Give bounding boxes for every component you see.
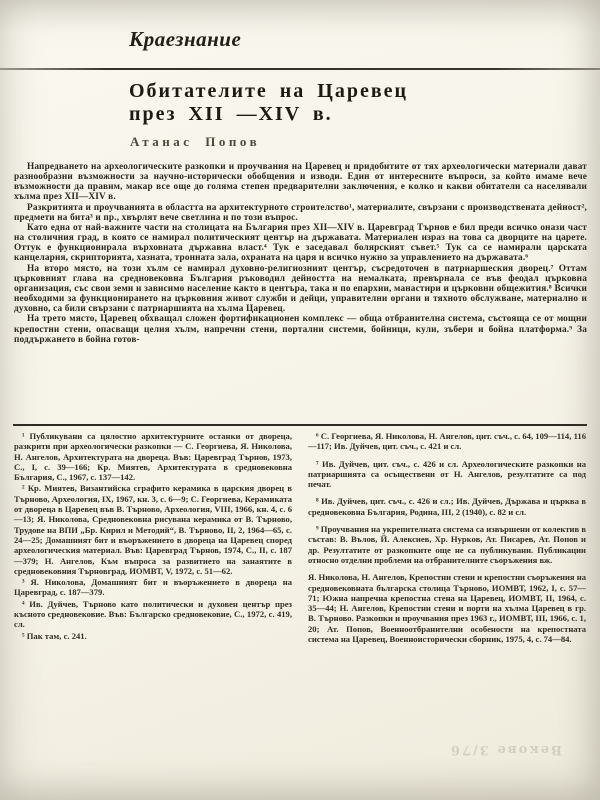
article-title-line2: през XII —XIV в. bbox=[129, 103, 333, 125]
body-paragraph-3: Като една от най-важните части на столицата на България през XII—XIV в. Царевград Търнов е бил преди всичко онази част на столичния град, в която се намирал политическият център на държавата. Материален израз на това са дворците на царете. Оттук е функционирала върховната държавна власт.⁴ Тук е заседавал болярският съвет.⁵ Тук са се намирали царската канцелария, скрипторията, хазната, тронната зала, охраната на царя и всичко нужно за управлението на държавата.⁶ bbox=[14, 222, 587, 264]
footnote-6: ⁶ С. Георгиева, Я. Николова, Н. Ангелов, цит. съч., с. 64, 109—114, 116—117; Ив. Дуйчев, цит. съч., с. 421 и сл. bbox=[308, 431, 586, 452]
footnotes-section bbox=[14, 431, 587, 645]
footnote-9: ⁹ Проучвания на укрепителната система са извършени от колектив в състав: В. Вълов, Й. Алексиев, Хр. Нурков, Ат. Писарев, Ат. Попов и др. Резултатите от разкопките още не са публикувани. Публикации относно отделни проблеми на отбранителните съоръжения вж. bbox=[308, 524, 586, 565]
article-title-line1: Обитателите на Царевец bbox=[129, 80, 409, 102]
footnote-9-continued: Я. Николова, Н. Ангелов, Крепостни стени и крепостни съоръжения на средновековната българска столица Търново, ИОМВТ, 1962, I, с. 57—71; Южна напречна крепостна стена на Царевец, ИОМВТ, II, 1964, с. 35—44; Н. Ангелов, Крепостни стени и порти на хълма Царевец в гр. В. Търново. Разкопки и проучвания през 1963 г., ИОМВТ, III, 1966, с. 1, 20; Ат. Попов, Военноотбранителни особености на крепостната система на Царевец, Военноисторически сборник, 1975, 4, с. 74—84. bbox=[308, 572, 586, 645]
footnote-4: ⁴ Ив. Дуйчев, Търново като политически и духовен център през късното средновековие. Във: Българско средновековие, С., 1972, с. 419, сл. bbox=[14, 598, 292, 630]
footnote-5: ⁵ Пак там, с. 241. bbox=[22, 630, 87, 641]
footnotes-left-column bbox=[14, 431, 292, 645]
bleed-through-stamp: Векове 3/76 bbox=[448, 742, 562, 757]
body-paragraph-2: Разкритията и проучванията в областта на архитектурното строителство¹, материалите, свързани с производствената дейност², предмети на бита³ и пр., хвърлят вече светлина и по този въпрос. bbox=[14, 202, 587, 223]
section-label: Краезнание bbox=[129, 27, 242, 51]
footnotes-right-column bbox=[308, 431, 586, 645]
body-paragraph-4: На второ място, на този хълм се намирал духовно-религиозният център, съсредоточен в патриаршеския дворец.⁷ Оттам църковният глава на средновековна България ръководил дейността на немалката, превърнала се във феодал църковна организация, със свои земи и зависимо население както в центъра, така и по епархии, манастири и църковни общежития.⁸ Всички необходими за функционирането на църковния живот служби и дейци, управителни органи и тяхното обслужване, материално и духовно, са били свързани с патриаршията на хълма Царевец. bbox=[14, 263, 587, 315]
article-title bbox=[129, 80, 408, 126]
header-rule bbox=[0, 68, 600, 70]
footnote-7: ⁷ Ив. Дуйчев, цит. съч., с. 426 и сл. Археологическите разкопки на патриаршията са осъществени от Н. Ангелов, резултатите са под печат. bbox=[308, 458, 586, 490]
article-body bbox=[14, 162, 587, 345]
footnote-1: ¹ Публикувани са цялостно архитектурните останки от двореца, разкрити при археологически разкопки — С. Георгиева, Я. Николова, Н. Ангелов, Архитектурата на двореца. Във: Царевград Търнов, 1973, С., I, с. 39—166; Кр. Миятев, Архитектурата в средновековна България, С., 1967, с. 137—142. bbox=[14, 431, 292, 483]
author-name: Атанас Попов bbox=[130, 134, 261, 149]
footnote-2: ² Кр. Миятев, Византийска сграфито керамика в царския дворец в Търново, Археология, IX, 1967, кн. 3, с. 6—9; С. Георгиева, Керамиката от двореца в Царевец във В. Търново, Археология, VIII, 1966, кн. 4, с. 6—13; Я. Николова, Средновековна рисувана керамика от В. Търново, Трудове на ВПИ „Бр. Кирил и Методий“, В. Търново, II, 2, 1964—65, с. 24—25; Домашният бит и въоръжението в двореца на Царевец според археологическия материал. Във: Царевград Търнов, 1974, С., II, с. 187—379; Н. Ангелов, Към въпроса за развитието на занаятите в средновековния Търновград, ИОМВТ, V, 1972, с. 51—62. bbox=[14, 483, 292, 576]
footnote-3: ³ Я. Николова, Домашният бит и въоръжението в двореца на Царевград, с. 187—379. bbox=[14, 577, 292, 598]
footnote-divider-rule bbox=[13, 424, 587, 426]
body-paragraph-1: Напредването на археологическите разкопки и проучвания на Царевец и придобитите от тях археологически материали дават разнообразни възможности за научно-исторически обобщения и изводи. Един от интересните въпроси, за който имаме вече възможности да правим, макар все още до голяма степен предварителни заключения, е колко и какви обитатели са населявали хълма през XII—XIV в. bbox=[14, 162, 587, 203]
footnote-8: ⁸ Ив. Дуйчев, цит. съч., с. 426 и сл.; Ив. Дуйчев, Държава и църква в средновековна България, Родина, III, 2 (1940), с. 82 и сл. bbox=[308, 496, 586, 517]
body-paragraph-5: На трето място, Царевец обхващал сложен фортификационен комплекс — обща отбранителна система, състояща се от мощни крепостни стени, опасващи целия хълм, напречни стени, портални системи, бойници, кули, зъбери и бойна платформа.⁹ За поддържането в бойна готов- bbox=[14, 314, 587, 345]
